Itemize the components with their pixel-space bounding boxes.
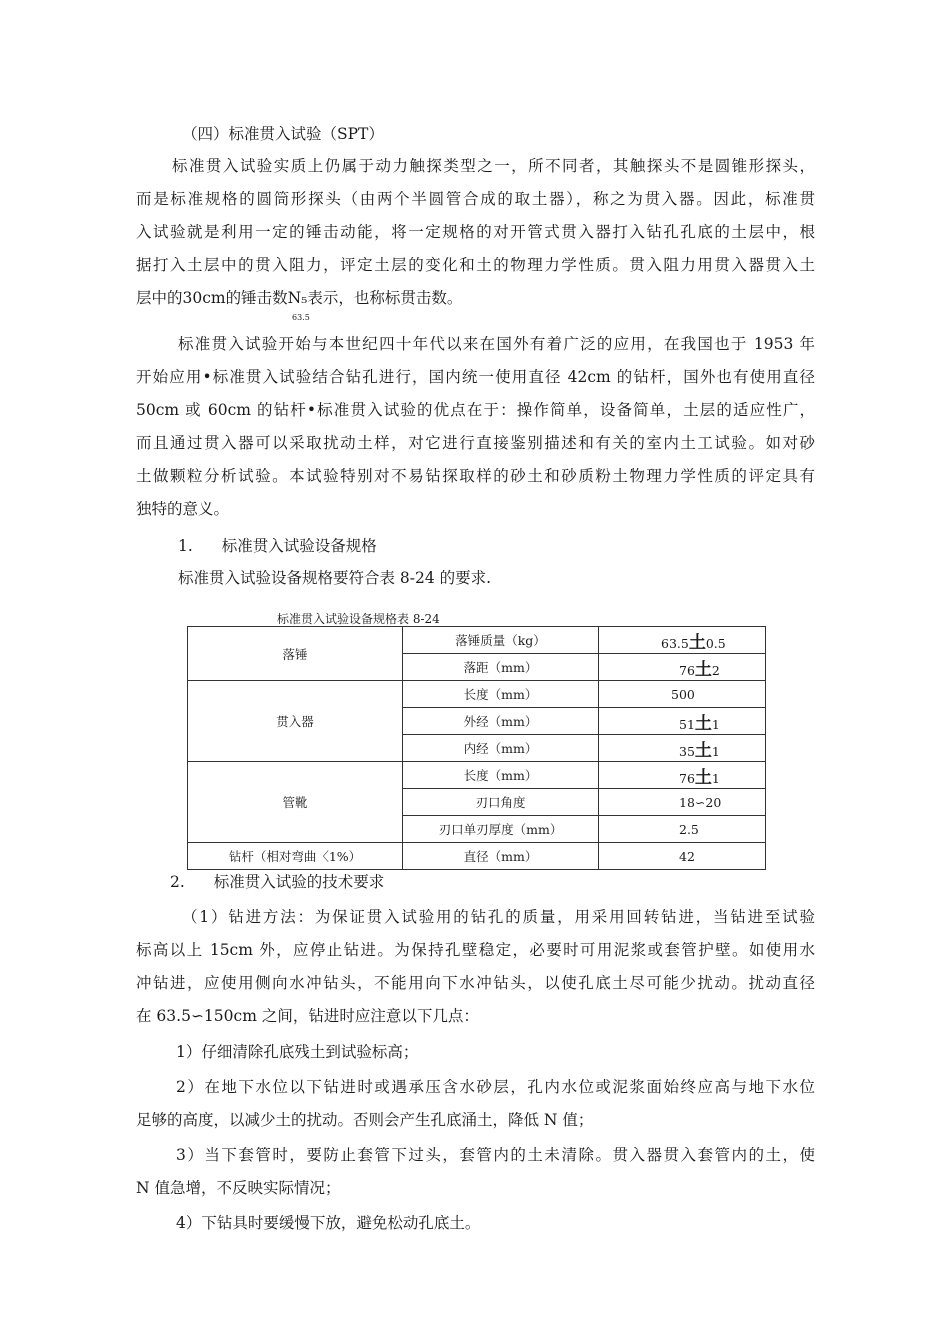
paragraph-line: 标准贯入试验实质上仍属于动力触探类型之一，所不同者，其触探头不是圆锥形探头， bbox=[172, 157, 815, 175]
subscript-note: 63.5 bbox=[292, 313, 310, 322]
value-cell: 42 bbox=[599, 843, 766, 870]
paragraph-line: 标准贯入试验开始与本世纪四十年代以来在国外有着广泛的应用，在我国也于 1953 年 bbox=[178, 335, 815, 353]
paragraph-line: 在 63.5∽150cm 之间，钻进时应注意以下几点： bbox=[136, 1007, 479, 1025]
table-row bbox=[188, 762, 766, 789]
plus-minus-symbol: 土 bbox=[694, 713, 712, 734]
plus-minus-symbol: 土 bbox=[694, 740, 712, 761]
paragraph-line: 冲钻进，应使用侧向水冲钻头，不能用向下水冲钻头，以使孔底土尽可能少扰动。扰动直径 bbox=[136, 974, 815, 992]
value-number: 51 bbox=[679, 716, 695, 732]
value-number: 63.5 bbox=[661, 635, 689, 651]
value-cell bbox=[599, 735, 766, 762]
table-row bbox=[188, 681, 766, 708]
param-cell: 长度（mm） bbox=[403, 762, 599, 789]
group-cell: 贯入器 bbox=[188, 681, 403, 762]
paragraph-line: 而且通过贯入器可以采取扰动土样，对它进行直接鉴别描述和有关的室内土工试验。如对砂 bbox=[136, 434, 815, 452]
tolerance-number: 1 bbox=[711, 743, 720, 759]
value-cell bbox=[599, 627, 766, 654]
item-number: 1. bbox=[178, 537, 193, 555]
paragraph-line: 土做颗粒分析试验。本试验特别对不易钻探取样的砂土和砂质粉土物理力学性质的评定具有 bbox=[136, 467, 815, 485]
section-heading: （四）标准贯入试验（SPT） bbox=[182, 125, 384, 143]
plus-minus-symbol: 土 bbox=[694, 659, 712, 680]
param-cell: 落锤质量（kg） bbox=[403, 627, 599, 654]
paragraph-line: 独特的意义。 bbox=[136, 500, 230, 518]
table-row bbox=[188, 843, 766, 870]
item-number: 2. bbox=[170, 873, 185, 891]
value-cell: 18∽20 bbox=[599, 789, 766, 816]
param-cell: 外经（mm） bbox=[403, 708, 599, 735]
param-cell: 刃口单刃厚度（mm） bbox=[403, 816, 599, 843]
value-cell: 2.5 bbox=[599, 816, 766, 843]
paragraph-line: 而是标准规格的圆筒形探头（由两个半圆管合成的取土器），称之为贯入器。因此，标准贯 bbox=[136, 190, 815, 208]
param-cell: 直径（mm） bbox=[403, 843, 599, 870]
value-cell: 500 bbox=[599, 681, 766, 708]
group-cell: 落锤 bbox=[188, 627, 403, 681]
paragraph-line: 入试验就是利用一定的锤击动能，将一定规格的对开管式贯入器打入钻孔孔底的土层中，根 bbox=[136, 223, 815, 241]
list-item: 足够的高度，以减少土的扰动。否则会产生孔底涌土，降低 N 值； bbox=[136, 1111, 594, 1129]
param-cell: 落距（mm） bbox=[403, 654, 599, 681]
tolerance-number: 2 bbox=[711, 662, 720, 678]
paragraph-line: 开始应用•标准贯入试验结合钻孔进行，国内统一使用直径 42cm 的钻杆，国外也有使用直径 bbox=[136, 368, 815, 386]
item-1-heading bbox=[178, 536, 377, 556]
group-cell: 钻杆（相对弯曲〈1%） bbox=[188, 843, 403, 870]
value-number: 76 bbox=[679, 770, 695, 786]
tolerance-number: 1 bbox=[711, 770, 720, 786]
value-cell bbox=[599, 654, 766, 681]
item-2-heading bbox=[170, 872, 384, 892]
item-1-text: 标准贯入试验设备规格要符合表 8-24 的要求. bbox=[178, 569, 492, 587]
table-caption: 标准贯入试验设备规格表 8-24 bbox=[277, 612, 440, 626]
value-cell bbox=[599, 708, 766, 735]
list-item: 3）当下套管时，要防止套管下过头，套管内的土未清除。贯入器贯入套管内的土，使 bbox=[176, 1146, 815, 1164]
paragraph-line: （1）钻进方法：为保证贯入试验用的钻孔的质量，用采用回转钻进，当钻进至试验 bbox=[182, 908, 815, 926]
list-item: 2）在地下水位以下钻进时或遇承压含水砂层，孔内水位或泥浆面始终应高与地下水位 bbox=[176, 1078, 815, 1096]
list-item: 1）仔细清除孔底残土到试验标高； bbox=[176, 1043, 419, 1061]
table-row bbox=[188, 627, 766, 654]
tolerance-number: 1 bbox=[711, 716, 720, 732]
param-cell: 长度（mm） bbox=[403, 681, 599, 708]
value-number: 76 bbox=[679, 662, 695, 678]
spec-table bbox=[187, 626, 766, 870]
tolerance-number: 0.5 bbox=[705, 635, 726, 651]
list-item: N 值急增，不反映实际情况； bbox=[136, 1179, 341, 1197]
value-number: 35 bbox=[679, 743, 695, 759]
paragraph-line: 据打入土层中的贯入阻力，评定土层的变化和土的物理力学性质。贯入阻力用贯入器贯入土 bbox=[136, 256, 815, 274]
list-item: 4）下钻具时要缓慢下放，避免松动孔底土。 bbox=[176, 1214, 481, 1232]
value-cell bbox=[599, 762, 766, 789]
paragraph-line: 层中的30cm的锤击数N₅表示，也称标贯击数。 bbox=[136, 289, 463, 307]
param-cell: 刃口角度 bbox=[403, 789, 599, 816]
plus-minus-symbol: 土 bbox=[688, 632, 706, 653]
item-title: 标准贯入试验设备规格 bbox=[221, 537, 377, 555]
paragraph-line: 标高以上 15cm 外，应停止钻进。为保持孔壁稳定，必要时可用泥浆或套管护壁。如使用水 bbox=[136, 941, 815, 959]
param-cell: 内经（mm） bbox=[403, 735, 599, 762]
group-cell: 管靴 bbox=[188, 762, 403, 843]
plus-minus-symbol: 土 bbox=[694, 767, 712, 788]
paragraph-line: 50cm 或 60cm 的钻杆•标准贯入试验的优点在于：操作简单，设备简单，土层的适应性广， bbox=[136, 401, 815, 419]
item-title: 标准贯入试验的技术要求 bbox=[213, 873, 385, 891]
